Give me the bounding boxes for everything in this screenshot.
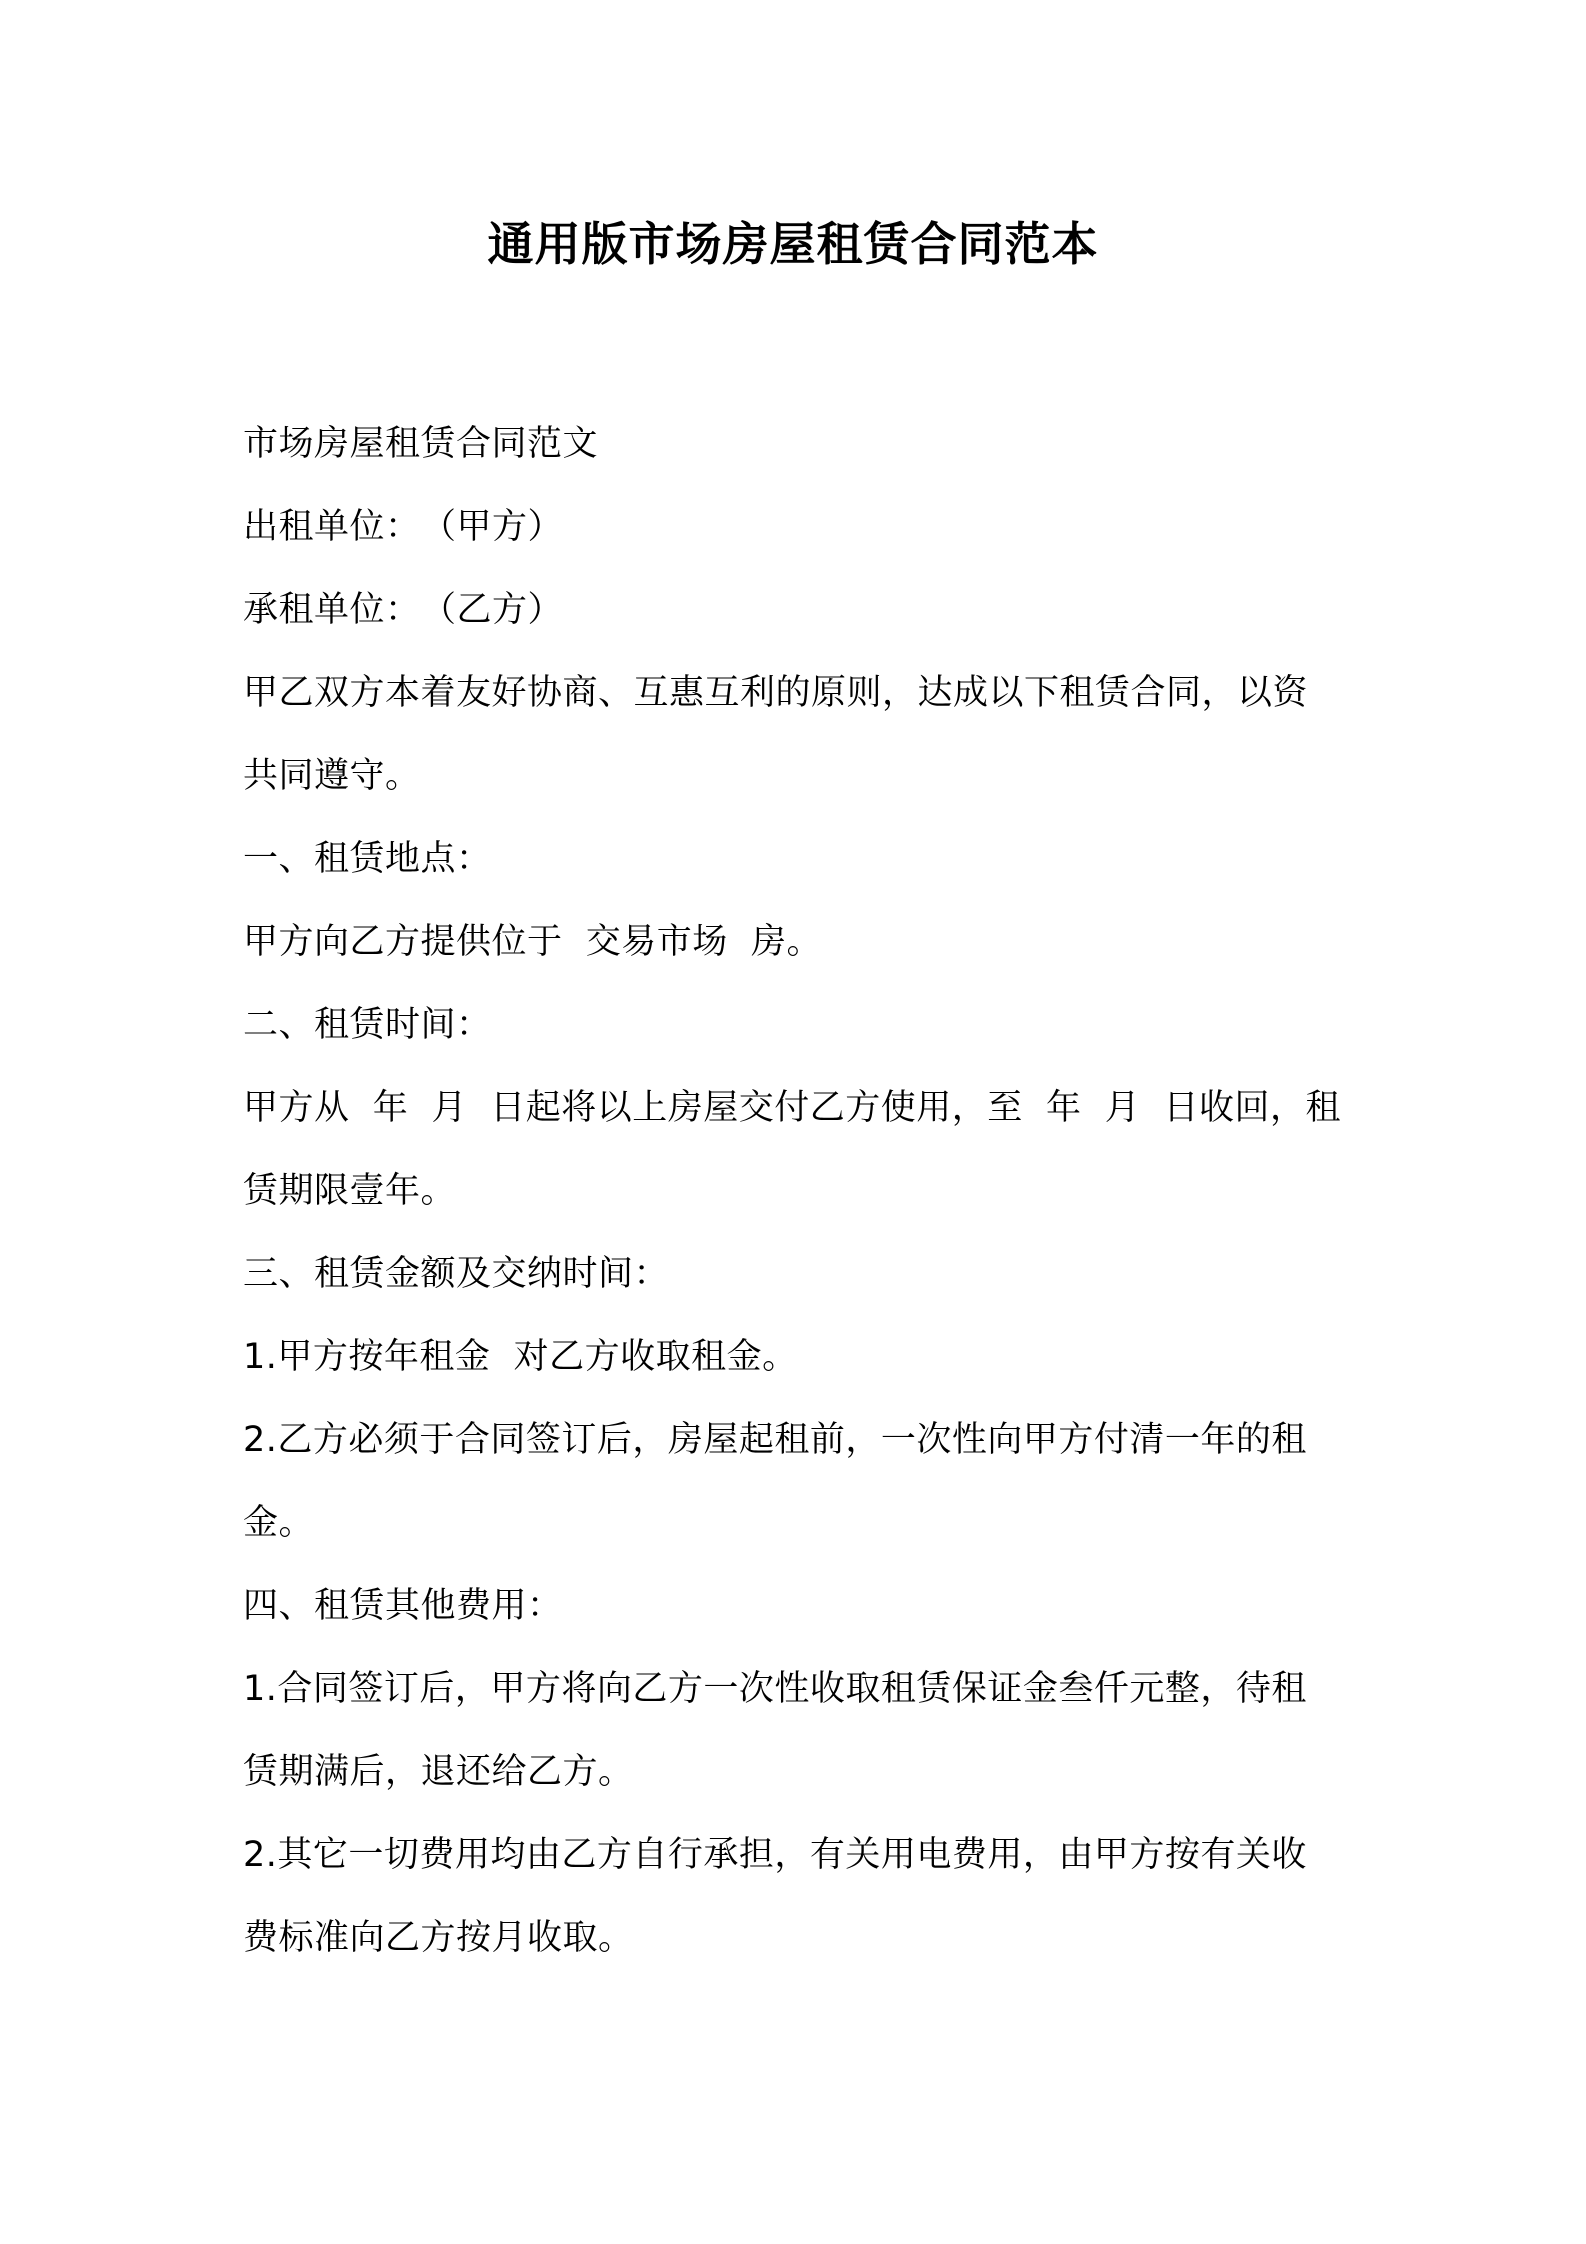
section-heading: 四、租赁其他费用： [243,1586,563,1626]
section-heading: 二、租赁时间： [243,1005,492,1045]
section-heading: 三、租赁金额及交纳时间： [243,1254,670,1294]
body-line: 赁期限壹年。 [243,1171,457,1211]
body-line: 2.乙方必须于合同签订后，房屋起租前，一次性向甲方付清一年的租 [243,1420,1307,1460]
body-line: 2.其它一切费用均由乙方自行承担，有关用电费用，由甲方按有关收 [243,1835,1307,1875]
body-line: 甲乙双方本着友好协商、互惠互利的原则，达成以下租赁合同，以资 [243,673,1309,713]
body-line: 承租单位： （乙方） [243,590,564,630]
body-line: 市场房屋租赁合同范文 [243,424,599,464]
body-line: 共同遵守。 [243,756,421,796]
body-line: 赁期满后，退还给乙方。 [243,1752,634,1792]
body-line: 金。 [243,1503,315,1543]
document-title: 通用版市场房屋租赁合同范本 [487,217,1099,271]
document-body [243,403,1363,1980]
section-heading: 一、租赁地点： [243,839,492,879]
body-line: 费标准向乙方按月收取。 [243,1918,634,1958]
body-line: 1.合同签订后，甲方将向乙方一次性收取租赁保证金叁仟元整，待租 [243,1669,1307,1709]
body-line: 甲方从 年 月 日起将以上房屋交付乙方使用，至 年 月 日收回，租 [243,1088,1342,1128]
body-line: 出租单位： （甲方） [243,507,564,547]
body-line: 甲方向乙方提供位于 交易市场 房。 [243,922,823,962]
body-line: 1.甲方按年租金 对乙方收取租金。 [243,1337,798,1377]
